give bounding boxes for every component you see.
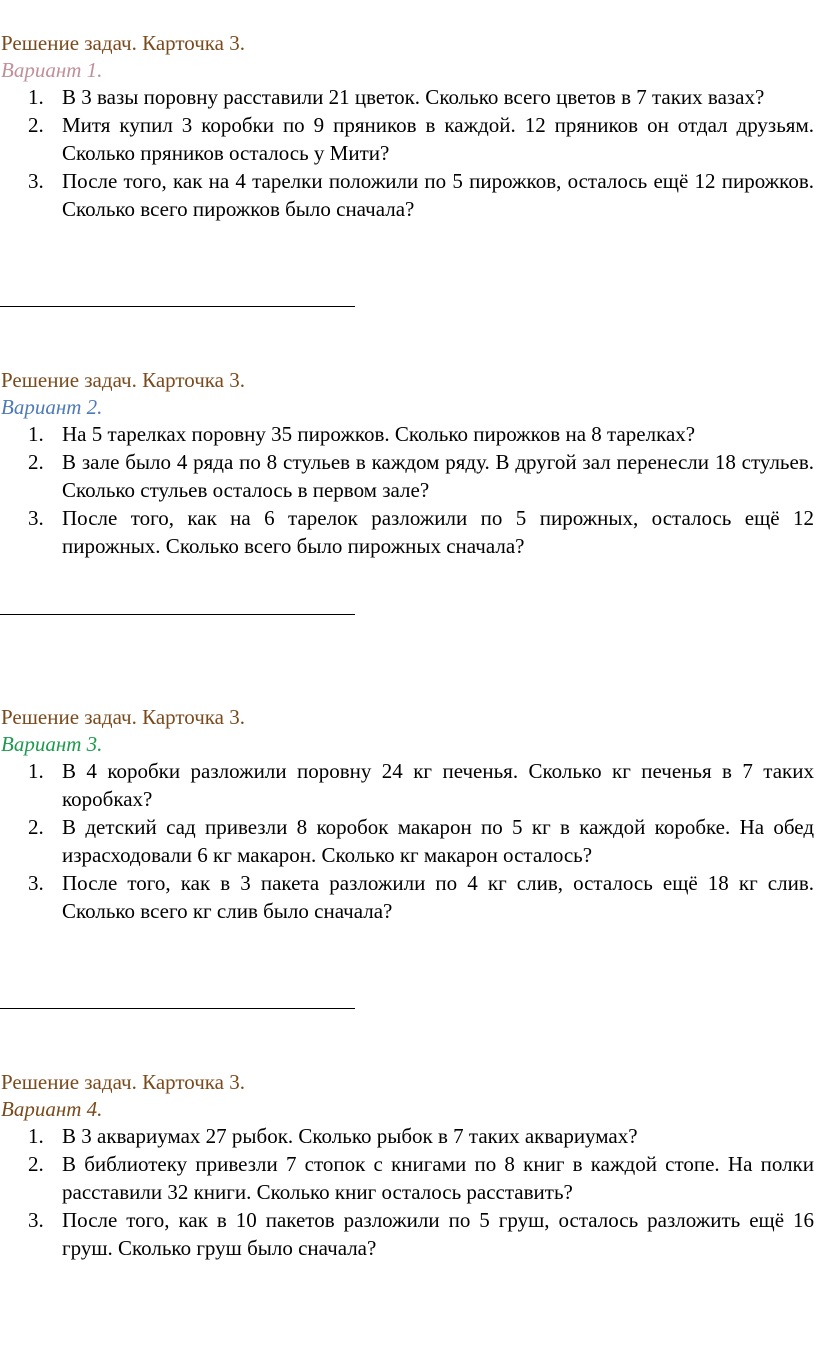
task-list <box>0 83 816 223</box>
card-variant-1 <box>0 29 816 223</box>
task-item <box>0 1122 816 1150</box>
task-text: После того, как на 6 тарелок разложили по 5 пирожных, осталось ещё 12 пирожных. Сколько всего было пирожных сначала? <box>62 506 814 558</box>
task-number: 1. <box>28 1124 44 1148</box>
separator-line <box>0 614 355 615</box>
task-number: 1. <box>28 759 44 783</box>
task-number: 2. <box>28 113 44 137</box>
separator-line <box>0 1008 355 1009</box>
task-text: В зале было 4 ряда по 8 стульев в каждом ряду. В другой зал перенесли 18 стульев. Сколько стульев осталось в первом зале? <box>62 450 814 502</box>
task-number: 3. <box>28 506 44 530</box>
task-text: После того, как на 4 тарелки положили по 5 пирожков, осталось ещё 12 пирожков. Сколько всего пирожков было сначала? <box>62 169 814 221</box>
task-number: 2. <box>28 1152 44 1176</box>
task-item <box>0 869 816 925</box>
task-item <box>0 504 816 560</box>
task-item <box>0 1150 816 1206</box>
variant-label: Вариант 3. <box>1 732 103 756</box>
card-variant-2 <box>0 366 816 560</box>
task-text: В библиотеку привезли 7 стопок с книгами по 8 книг в каждой стопе. На полки расставили 32 книги. Сколько книг осталось расставить? <box>62 1152 814 1204</box>
task-item <box>0 167 816 223</box>
task-number: 2. <box>28 450 44 474</box>
card-title: Решение задач. Карточка 3. <box>1 705 246 729</box>
task-list <box>0 420 816 560</box>
card-title: Решение задач. Карточка 3. <box>1 31 246 55</box>
task-list <box>0 757 816 925</box>
task-number: 1. <box>28 85 44 109</box>
card-title: Решение задач. Карточка 3. <box>1 368 246 392</box>
card-variant-3 <box>0 703 816 925</box>
task-item <box>0 111 816 167</box>
task-list <box>0 1122 816 1262</box>
separator-line <box>0 306 355 307</box>
task-number: 2. <box>28 815 44 839</box>
card-variant-4 <box>0 1068 816 1262</box>
task-text: На 5 тарелках поровну 35 пирожков. Сколько пирожков на 8 тарелках? <box>62 422 696 446</box>
task-item <box>0 83 816 111</box>
task-number: 3. <box>28 1208 44 1232</box>
task-item <box>0 813 816 869</box>
task-number: 3. <box>28 169 44 193</box>
card-title: Решение задач. Карточка 3. <box>1 1070 246 1094</box>
task-item <box>0 420 816 448</box>
variant-label: Вариант 1. <box>1 58 103 82</box>
task-number: 3. <box>28 871 44 895</box>
variant-label: Вариант 2. <box>1 395 103 419</box>
task-item <box>0 757 816 813</box>
task-number: 1. <box>28 422 44 446</box>
task-text: После того, как в 3 пакета разложили по 4 кг слив, осталось ещё 18 кг слив. Сколько всего кг слив было сначала? <box>62 871 814 923</box>
task-text: Митя купил 3 коробки по 9 пряников в каждой. 12 пряников он отдал друзьям. Сколько пряников осталось у Мити? <box>62 113 814 165</box>
task-text: В 3 аквариумах 27 рыбок. Сколько рыбок в 7 таких аквариумах? <box>62 1124 638 1148</box>
variant-label: Вариант 4. <box>1 1097 103 1121</box>
task-text: В 4 коробки разложили поровну 24 кг печенья. Сколько кг печенья в 7 таких коробках? <box>62 759 814 811</box>
task-text: После того, как в 10 пакетов разложили по 5 груш, осталось разложить ещё 16 груш. Сколько груш было сначала? <box>62 1208 814 1260</box>
task-item <box>0 1206 816 1262</box>
task-text: В детский сад привезли 8 коробок макарон по 5 кг в каждой коробке. На обед израсходовали 6 кг макарон. Сколько кг макарон осталось? <box>62 815 814 867</box>
task-text: В 3 вазы поровну расставили 21 цветок. Сколько всего цветов в 7 таких вазах? <box>62 85 765 109</box>
task-item <box>0 448 816 504</box>
